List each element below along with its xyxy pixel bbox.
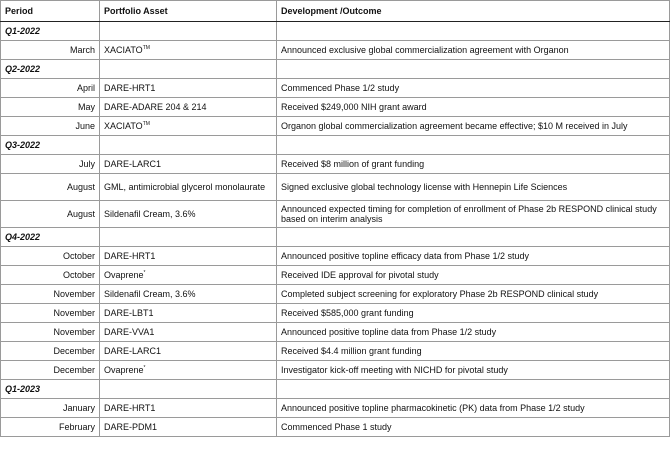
empty-cell bbox=[277, 228, 670, 247]
period-month-cell: December bbox=[1, 342, 100, 361]
development-outcome-cell: Investigator kick-off meeting with NICHD for pivotal study bbox=[277, 361, 670, 380]
portfolio-asset-cell bbox=[100, 342, 277, 361]
empty-cell bbox=[100, 22, 277, 41]
asset-name: GML, antimicrobial glycerol monolaurate bbox=[104, 182, 266, 192]
portfolio-asset-cell bbox=[100, 266, 277, 285]
quarter-row bbox=[1, 228, 670, 247]
quarter-label: Q2-2022 bbox=[1, 60, 100, 79]
asset-name: DARE-PDM1 bbox=[104, 422, 158, 432]
asset-name: DARE-ADARE 204 & 214 bbox=[104, 102, 207, 112]
table-row bbox=[1, 41, 670, 60]
empty-cell bbox=[100, 60, 277, 79]
asset-superscript: * bbox=[143, 365, 146, 371]
quarter-label: Q1-2023 bbox=[1, 380, 100, 399]
portfolio-asset-cell bbox=[100, 174, 277, 201]
portfolio-asset-cell bbox=[100, 79, 277, 98]
portfolio-asset-cell bbox=[100, 399, 277, 418]
development-outcome-cell: Received $4.4 million grant funding bbox=[277, 342, 670, 361]
asset-superscript: TM bbox=[142, 45, 150, 51]
quarter-row bbox=[1, 22, 670, 41]
table-header bbox=[1, 1, 670, 22]
empty-cell bbox=[277, 22, 670, 41]
table-row bbox=[1, 323, 670, 342]
portfolio-asset-cell bbox=[100, 201, 277, 228]
development-outcome-cell: Signed exclusive global technology license with Hennepin Life Sciences bbox=[277, 174, 670, 201]
empty-cell bbox=[277, 136, 670, 155]
development-outcome-cell: Commenced Phase 1/2 study bbox=[277, 79, 670, 98]
table-row bbox=[1, 342, 670, 361]
period-month-cell: August bbox=[1, 201, 100, 228]
development-outcome-cell: Announced expected timing for completion of enrollment of Phase 2b RESPOND clinical study based on interim analysis bbox=[277, 201, 670, 228]
asset-name: DARE-LBT1 bbox=[104, 308, 154, 318]
asset-name: Ovaprene bbox=[104, 270, 144, 280]
portfolio-asset-cell bbox=[100, 155, 277, 174]
asset-name: XACIATO bbox=[104, 45, 143, 55]
asset-name: DARE-HRT1 bbox=[104, 83, 156, 93]
period-month-cell: December bbox=[1, 361, 100, 380]
portfolio-asset-cell bbox=[100, 117, 277, 136]
table-row bbox=[1, 79, 670, 98]
development-outcome-cell: Announced positive topline pharmacokinetic (PK) data from Phase 1/2 study bbox=[277, 399, 670, 418]
development-outcome-cell: Received $8 million of grant funding bbox=[277, 155, 670, 174]
development-outcome-cell: Completed subject screening for exploratory Phase 2b RESPOND clinical study bbox=[277, 285, 670, 304]
period-month-cell: June bbox=[1, 117, 100, 136]
header-development-outcome: Development /Outcome bbox=[277, 1, 670, 22]
period-month-cell: January bbox=[1, 399, 100, 418]
header-row bbox=[1, 1, 670, 22]
portfolio-asset-cell bbox=[100, 98, 277, 117]
asset-name: DARE-LARC1 bbox=[104, 159, 162, 169]
table-row bbox=[1, 174, 670, 201]
portfolio-asset-cell bbox=[100, 418, 277, 437]
period-month-cell: November bbox=[1, 285, 100, 304]
development-outcome-cell: Received IDE approval for pivotal study bbox=[277, 266, 670, 285]
development-outcome-cell: Announced exclusive global commercialization agreement with Organon bbox=[277, 41, 670, 60]
portfolio-asset-cell bbox=[100, 361, 277, 380]
period-month-cell: May bbox=[1, 98, 100, 117]
development-outcome-cell: Organon global commercialization agreement became effective; $10 M received in July bbox=[277, 117, 670, 136]
period-month-cell: March bbox=[1, 41, 100, 60]
empty-cell bbox=[100, 228, 277, 247]
asset-name: Ovaprene bbox=[104, 365, 144, 375]
portfolio-asset-cell bbox=[100, 323, 277, 342]
portfolio-asset-cell bbox=[100, 247, 277, 266]
table-row bbox=[1, 201, 670, 228]
period-month-cell: February bbox=[1, 418, 100, 437]
asset-superscript: * bbox=[143, 270, 146, 276]
development-outcome-cell: Received $585,000 grant funding bbox=[277, 304, 670, 323]
development-outcome-cell: Commenced Phase 1 study bbox=[277, 418, 670, 437]
asset-superscript: TM bbox=[142, 121, 150, 127]
asset-name: Sildenafil Cream, 3.6% bbox=[104, 209, 196, 219]
quarter-label: Q3-2022 bbox=[1, 136, 100, 155]
period-month-cell: July bbox=[1, 155, 100, 174]
empty-cell bbox=[277, 380, 670, 399]
portfolio-asset-cell bbox=[100, 304, 277, 323]
table-row bbox=[1, 247, 670, 266]
header-period: Period bbox=[1, 1, 100, 22]
empty-cell bbox=[277, 60, 670, 79]
portfolio-asset-cell bbox=[100, 285, 277, 304]
period-month-cell: August bbox=[1, 174, 100, 201]
period-month-cell: October bbox=[1, 266, 100, 285]
table-row bbox=[1, 266, 670, 285]
quarter-label: Q1-2022 bbox=[1, 22, 100, 41]
period-month-cell: April bbox=[1, 79, 100, 98]
period-month-cell: November bbox=[1, 323, 100, 342]
table-body bbox=[1, 22, 670, 437]
quarter-row bbox=[1, 136, 670, 155]
table-row bbox=[1, 418, 670, 437]
header-portfolio-asset: Portfolio Asset bbox=[100, 1, 277, 22]
asset-name: DARE-HRT1 bbox=[104, 403, 156, 413]
table-row bbox=[1, 98, 670, 117]
table-row bbox=[1, 399, 670, 418]
quarter-row bbox=[1, 380, 670, 399]
period-month-cell: November bbox=[1, 304, 100, 323]
quarter-row bbox=[1, 60, 670, 79]
asset-name: DARE-LARC1 bbox=[104, 346, 162, 356]
table-row bbox=[1, 285, 670, 304]
asset-name: Sildenafil Cream, 3.6% bbox=[104, 289, 196, 299]
empty-cell bbox=[100, 380, 277, 399]
table-row bbox=[1, 361, 670, 380]
asset-name: DARE-VVA1 bbox=[104, 327, 155, 337]
table-row bbox=[1, 304, 670, 323]
development-outcome-cell: Announced positive topline data from Phase 1/2 study bbox=[277, 323, 670, 342]
table-row bbox=[1, 155, 670, 174]
table-row bbox=[1, 117, 670, 136]
development-outcome-cell: Announced positive topline efficacy data from Phase 1/2 study bbox=[277, 247, 670, 266]
quarter-label: Q4-2022 bbox=[1, 228, 100, 247]
empty-cell bbox=[100, 136, 277, 155]
asset-name: XACIATO bbox=[104, 121, 143, 131]
asset-name: DARE-HRT1 bbox=[104, 251, 156, 261]
portfolio-asset-cell bbox=[100, 41, 277, 60]
development-outcome-cell: Received $249,000 NIH grant award bbox=[277, 98, 670, 117]
period-month-cell: October bbox=[1, 247, 100, 266]
